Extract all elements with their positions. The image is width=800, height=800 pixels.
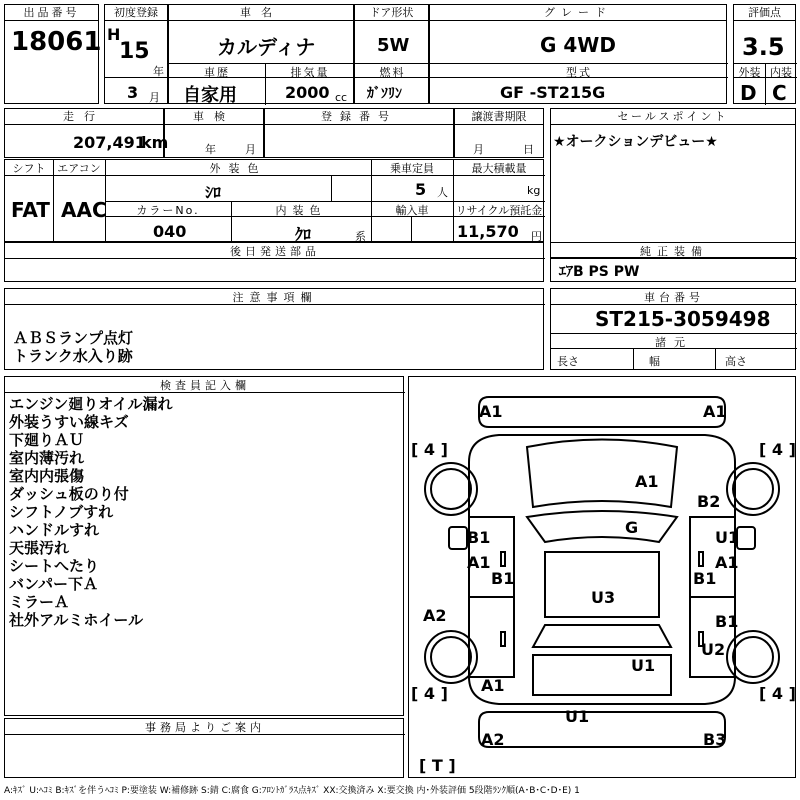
year-unit: 年 xyxy=(153,65,164,78)
width-label: 幅 xyxy=(649,355,660,368)
mark-hood: A1 xyxy=(635,472,659,491)
mileage: 207,491 xyxy=(73,133,146,152)
windshield-shape xyxy=(527,511,677,542)
mark-left-front-door-2: A1 xyxy=(467,553,491,572)
score-cell xyxy=(733,4,796,104)
ext-color-label: 外装色 xyxy=(209,162,267,175)
front-bumper-shape xyxy=(479,397,725,427)
plate-cell xyxy=(264,108,454,158)
car-name: カルディナ xyxy=(217,35,316,59)
color-no: 040 xyxy=(153,222,187,241)
lot-cell xyxy=(4,4,102,104)
inspector-line: 室内薄汚れ xyxy=(9,449,85,467)
door-label: ドア形状 xyxy=(355,5,428,21)
inspector-line: シフトノブすれ xyxy=(9,503,114,521)
mark-left-sill: B1 xyxy=(491,569,515,588)
transfer-month: 月 xyxy=(473,143,484,156)
inspector-line: 天張汚れ xyxy=(9,539,70,557)
equipment-label: 純正装備 xyxy=(640,245,708,258)
mark-rear-right-bumper: B3 xyxy=(703,730,727,749)
door-cell xyxy=(354,4,429,104)
import-label: 輸入車 xyxy=(395,204,429,217)
load-label: 最大積載量 xyxy=(471,162,527,175)
mark-rear-panel: U1 xyxy=(565,707,590,726)
mark-right-rear-quarter: U2 xyxy=(701,640,726,659)
rear-glass-shape xyxy=(533,625,671,647)
history-label: 車歴 xyxy=(204,66,230,79)
transfer-day: 日 xyxy=(523,143,534,156)
right-mirror-shape xyxy=(737,527,755,549)
fuel: ｶﾞｿﾘﾝ xyxy=(367,86,402,102)
mark-roof: U3 xyxy=(591,588,616,607)
later-parts-block xyxy=(4,242,544,282)
caution-line: トランク水入り跡 xyxy=(13,347,133,365)
left-mirror-shape xyxy=(449,527,467,549)
height-label: 高さ xyxy=(725,355,747,368)
door: 5W xyxy=(377,35,410,56)
model: GF -ST215G xyxy=(500,83,606,102)
era: H xyxy=(107,25,121,44)
inspector-line: ダッシュ板のり付 xyxy=(9,485,129,503)
inspector-line: 室内内張傷 xyxy=(9,467,85,485)
inspection-month: 月 xyxy=(245,143,256,156)
reg-year: 15 xyxy=(119,39,150,64)
sales-point-label: セールスポイント xyxy=(551,109,795,125)
later-parts-label: 後日発送部品 xyxy=(230,245,320,258)
mark-right-sill: B1 xyxy=(693,569,717,588)
inspector-line: シートへたり xyxy=(9,557,100,575)
roof-shape xyxy=(545,552,659,617)
transfer-label: 譲渡書期限 xyxy=(455,109,543,125)
reg-month: 3 xyxy=(127,83,139,102)
fuel-label: 燃料 xyxy=(379,66,406,79)
interior-grade: C xyxy=(772,81,787,105)
car-name-label: 車名 xyxy=(169,5,353,21)
mark-left-rear-quarter: A2 xyxy=(423,606,447,625)
ac-label: エアコン xyxy=(57,162,101,175)
mark-spare-tire: [ T ] xyxy=(419,756,456,775)
mark-right-front-door: U1 xyxy=(715,528,740,547)
mark-front-right-bumper: A1 xyxy=(703,402,727,421)
person-unit: 人 xyxy=(437,186,448,199)
mark-left-front-door: B1 xyxy=(467,528,491,547)
lot-label: 出品番号 xyxy=(5,5,98,21)
shift: FAT xyxy=(11,198,50,222)
cc-unit: cc xyxy=(335,91,348,104)
equipment-block xyxy=(550,242,796,282)
car-diagram-svg xyxy=(409,377,795,777)
mark-rear-left-bumper: A2 xyxy=(481,730,505,749)
displacement-label: 排気量 xyxy=(290,66,330,79)
ac: AAC xyxy=(61,198,107,222)
sales-point: ★オークションデビュー★ xyxy=(553,134,718,150)
caution-label: 注意事項欄 xyxy=(232,291,318,304)
exterior-label: 外装 xyxy=(738,66,761,79)
first-reg-label: 初度登録 xyxy=(105,5,167,21)
mark-left-rear: A1 xyxy=(481,676,505,695)
inspector-line: 社外アルミホイール xyxy=(9,611,144,629)
mark-tire-front-right: [ 4 ] xyxy=(759,440,796,459)
plate-label: 登録番号 xyxy=(265,109,453,125)
chassis-block xyxy=(550,288,796,370)
car-name-cell xyxy=(168,4,354,104)
mark-tire-rear-right: [ 4 ] xyxy=(759,684,796,703)
grade: G 4WD xyxy=(540,33,616,57)
equipment: ｴｱB PS PW xyxy=(559,264,640,280)
grade-cell xyxy=(429,4,727,104)
color-no-label: カラーNo. xyxy=(136,204,200,217)
inspector-line: エンジン廻りオイル漏れ xyxy=(9,395,173,413)
yen-unit: 円 xyxy=(531,230,542,243)
recycle: 11,570 xyxy=(457,222,519,241)
length-label: 長さ xyxy=(557,355,579,368)
inspection-cell xyxy=(164,108,264,158)
spec-label: 諸元 xyxy=(655,336,693,349)
mark-right-front-door-2: A1 xyxy=(715,553,739,572)
mark-tire-rear-left: [ 4 ] xyxy=(411,684,448,703)
shift-label: シフト xyxy=(12,162,46,175)
grade-label: グレード xyxy=(430,5,726,21)
interior-label: 内装 xyxy=(770,66,792,79)
km-unit: km xyxy=(141,133,169,152)
capacity: 5 xyxy=(415,180,427,199)
caution-block xyxy=(4,288,544,370)
int-color-label: 内装色 xyxy=(275,204,327,217)
lot-number: 18061 xyxy=(11,27,102,57)
mark-front-right-fender: B2 xyxy=(697,492,721,511)
inspector-line: ミラーＡ xyxy=(9,593,70,611)
first-reg-cell xyxy=(104,4,168,104)
inspector-line: 外装うすい線キズ xyxy=(9,413,129,431)
header-block xyxy=(4,4,796,104)
capacity-label: 乗車定員 xyxy=(390,162,434,175)
int-color: ｸﾛ xyxy=(295,225,312,244)
mark-front-left-bumper: A1 xyxy=(479,402,503,421)
mark-tailgate: U1 xyxy=(631,656,656,675)
inspector-line: ハンドルすれ xyxy=(9,521,100,539)
mileage-label: 走行 xyxy=(5,109,163,125)
rear-bumper-shape xyxy=(479,712,725,747)
ext-color: ｼﾛ xyxy=(205,183,222,202)
int-color-unit: 系 xyxy=(355,230,366,243)
score: 3.5 xyxy=(742,33,785,61)
kg-unit: kg xyxy=(527,184,541,197)
displacement: 2000 xyxy=(285,83,330,102)
inspector-block xyxy=(4,376,404,716)
damage-diagram xyxy=(408,376,796,778)
month-unit: 月 xyxy=(149,91,160,104)
inspector-notes xyxy=(9,395,173,629)
inspector-line: 下廻りＡＵ xyxy=(9,431,85,449)
inspector-line: バンパー下Ａ xyxy=(9,575,98,593)
caution-text xyxy=(13,329,133,365)
specs-block xyxy=(4,159,544,242)
recycle-label: リサイクル預託金 xyxy=(455,204,543,217)
inspection-label: 車検 xyxy=(165,109,263,125)
mark-tire-front-left: [ 4 ] xyxy=(411,440,448,459)
legend: A:ｷｽﾞ U:ﾍｺﾐ B:ｷｽﾞを伴うﾍｺﾐ P:要塗装 W:補修跡 S:錆 C:腐食 G:ﾌﾛﾝﾄｶﾞﾗｽ点ｷｽﾞ XX:交換済み X:要交換 内･外装評価 5段階ﾗﾝｸ順(A･B･C･D･E) 1 xyxy=(4,786,580,796)
score-label: 評価点 xyxy=(734,5,795,21)
caution-line: ＡＢＳランプ点灯 xyxy=(13,329,134,347)
transfer-cell xyxy=(454,108,544,158)
chassis-number: ST215-3059498 xyxy=(595,307,771,331)
mark-right-rear-door: B1 xyxy=(715,612,739,631)
office-block xyxy=(4,718,404,778)
model-label: 型式 xyxy=(566,66,592,79)
sales-point-cell xyxy=(550,108,796,258)
exterior-grade: D xyxy=(740,81,757,105)
mark-windshield: G xyxy=(625,518,639,537)
inspector-label: 検査員記入欄 xyxy=(160,379,250,392)
office-label: 事務局よりご案内 xyxy=(145,721,265,734)
mileage-cell xyxy=(4,108,169,158)
inspection-year: 年 xyxy=(205,143,216,156)
chassis-label: 車台番号 xyxy=(644,291,704,304)
history: 自家用 xyxy=(183,85,237,106)
